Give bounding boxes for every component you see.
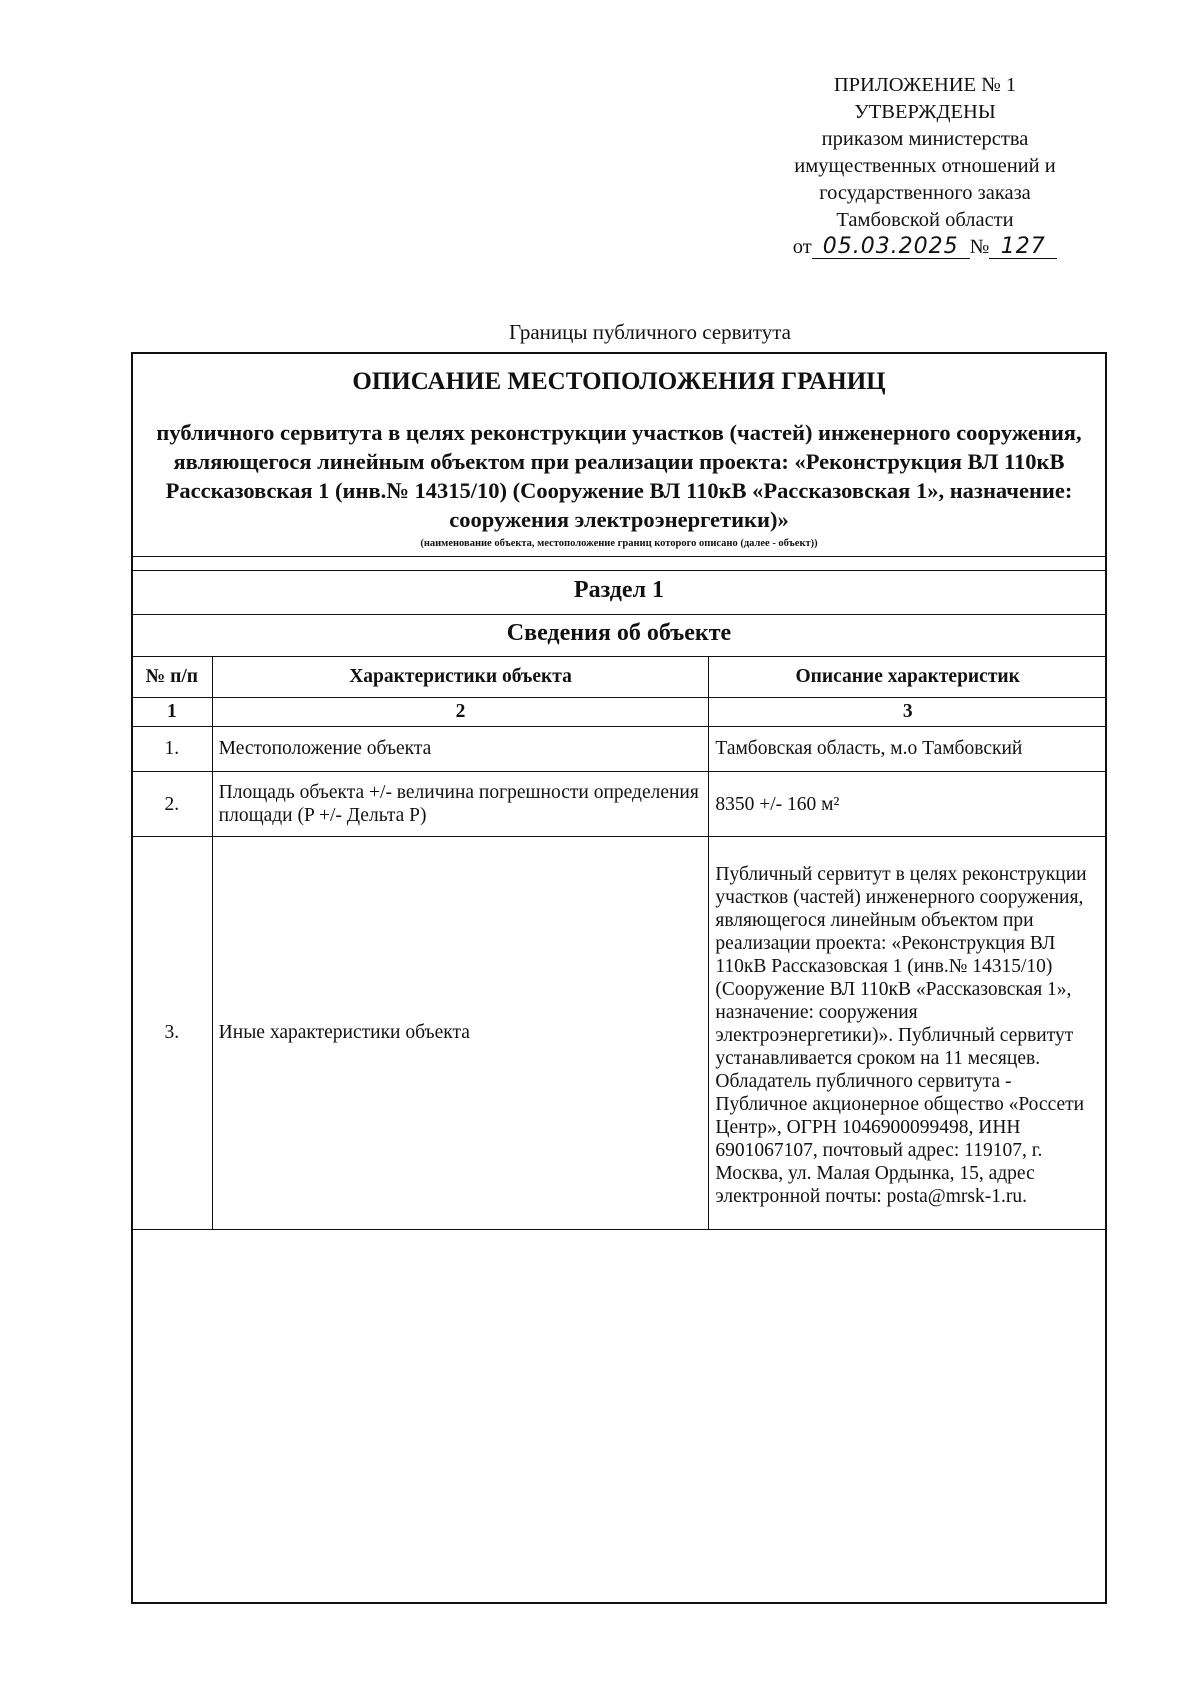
approval-line-3: приказом министерства xyxy=(821,128,1029,150)
approval-line-4: имущественных отношений и xyxy=(794,155,1056,177)
column-number: 3 xyxy=(709,698,1107,727)
row-description: Тамбовская область, м.о Тамбовский xyxy=(709,727,1107,772)
divider xyxy=(133,614,1105,615)
divider xyxy=(133,556,1105,557)
approval-stamp-block xyxy=(760,72,1090,261)
column-number: 1 xyxy=(132,698,213,727)
section-label: Раздел 1 xyxy=(573,577,665,603)
approval-line-5: государственного заказа xyxy=(819,182,1031,204)
approval-line-6: Тамбовской области xyxy=(836,209,1014,231)
approved-label: УТВЕРЖДЕНЫ xyxy=(854,101,996,123)
main-heading: ОПИСАНИЕ МЕСТОПОЛОЖЕНИЯ ГРАНИЦ xyxy=(352,368,886,395)
boundary-title: Границы публичного сервитута xyxy=(509,320,791,344)
document-frame xyxy=(131,352,1107,1604)
table-header-row xyxy=(132,657,1107,698)
column-number: 2 xyxy=(212,698,709,727)
divider xyxy=(133,570,1105,571)
table-row xyxy=(132,772,1107,837)
number-label: № xyxy=(969,236,990,258)
row-description: 8350 +/- 160 м² xyxy=(709,772,1107,837)
row-characteristic: Местоположение объекта xyxy=(212,727,709,772)
header-description: Описание характеристик xyxy=(709,657,1107,698)
row-number: 1. xyxy=(132,727,213,772)
row-number: 3. xyxy=(132,837,213,1230)
object-info-table xyxy=(131,656,1107,1230)
object-caption: (наименование объекта, местоположение границ которого описано (далее - объект)) xyxy=(420,538,818,549)
table-row xyxy=(132,727,1107,772)
row-number: 2. xyxy=(132,772,213,837)
order-date: 05.03.2025 xyxy=(812,236,970,259)
column-number-row xyxy=(132,698,1107,727)
appendix-label: ПРИЛОЖЕНИЕ № 1 xyxy=(833,74,1017,96)
table-row xyxy=(132,837,1107,1230)
header-characteristic: Характеристики объекта xyxy=(212,657,709,698)
from-label: от xyxy=(792,236,812,258)
section-title: Сведения об объекте xyxy=(506,620,732,646)
row-characteristic: Иные характеристики объекта xyxy=(212,837,709,1230)
order-number: 127 xyxy=(989,236,1057,259)
row-description: Публичный сервитут в целях реконструкции участков (частей) инженерного сооружения, являющегося линейным объектом при реализации проекта: «Реконструкция ВЛ 110кВ Рассказовская 1 (инв.№ 14315/10) (Сооружение ВЛ 110кВ «Рассказовская 1», назначение: сооружения электроэнергетики)». Публичный сервитут устанавливается сроком на 11 месяцев. Обладатель публичного сервитута - Публичное акционерное общество «Россети Центр», ОГРН 1046900099498, ИНН 6901067107, почтовый адрес: 119107, г. Москва, ул. Малая Ордынка, 15, адрес электронной почты: posta@mrsk-1.ru. xyxy=(709,837,1107,1230)
header-number: № п/п xyxy=(132,657,213,698)
row-characteristic: Площадь объекта +/- величина погрешности определения площади (P +/- Дельта P) xyxy=(212,772,709,837)
sub-heading: публичного сервитута в целях реконструкции участков (частей) инженерного сооружения, являющегося линейным объектом при реализации проекта: «Реконструкция ВЛ 110кВ Рассказовская 1 (инв.№ 14315/10) (Сооружение ВЛ 110кВ «Рассказовская 1», назначение: сооружения электроэнергетики)» xyxy=(156,420,1082,532)
order-date-line xyxy=(760,234,1090,261)
